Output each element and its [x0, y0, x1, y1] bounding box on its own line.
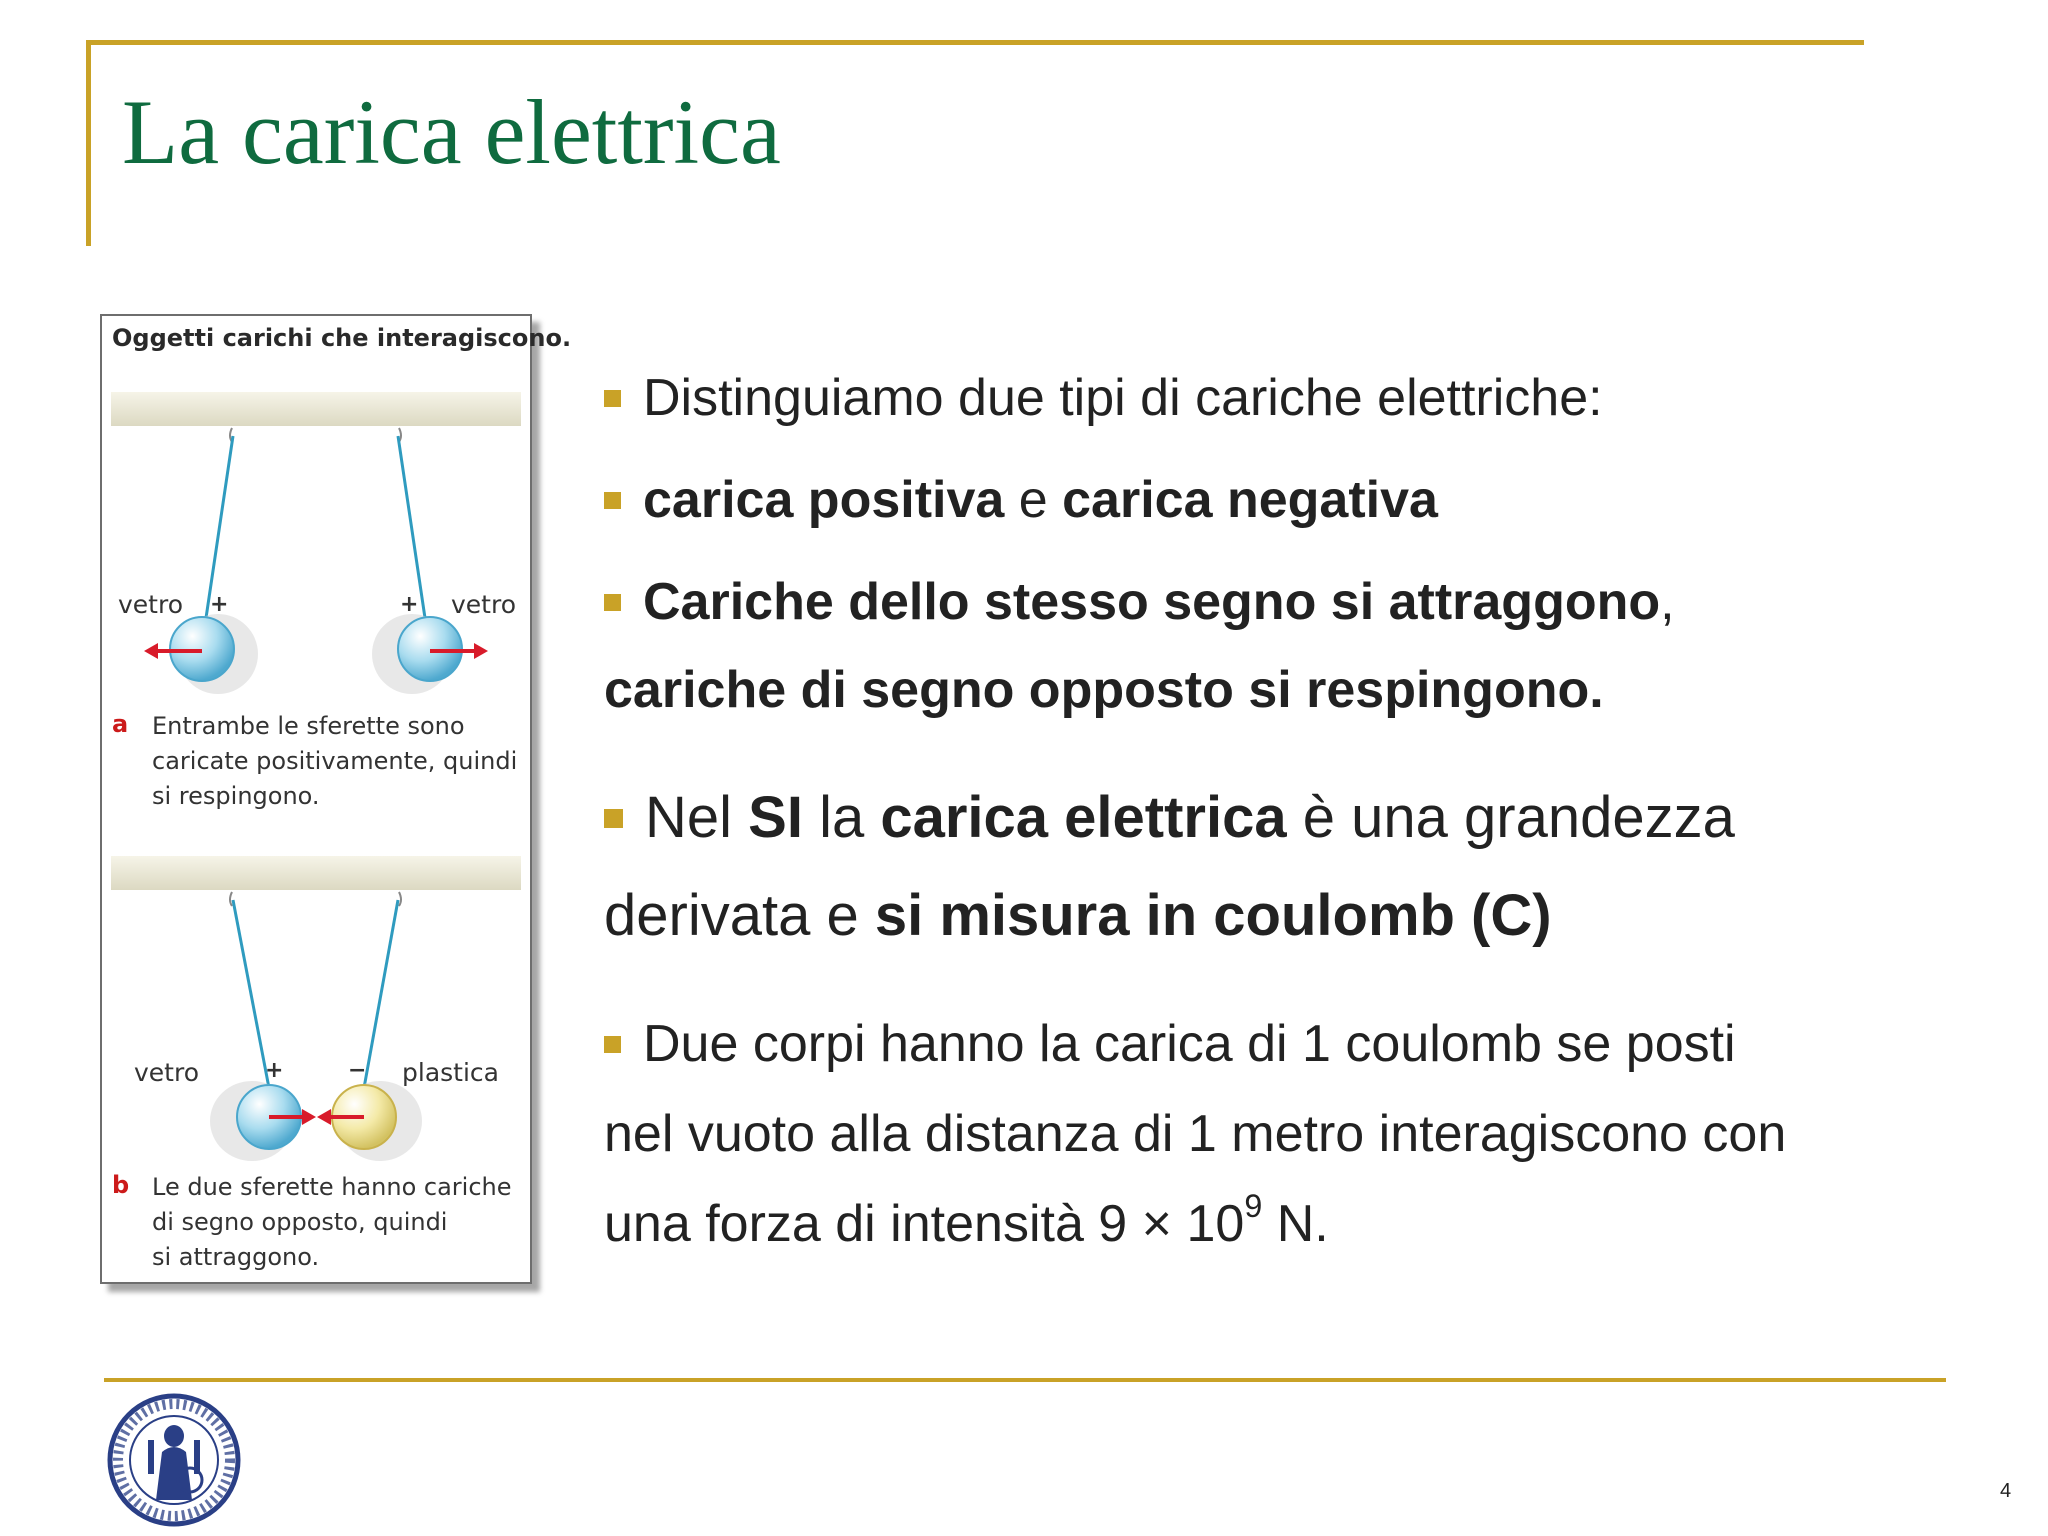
thread-a-right	[398, 436, 425, 618]
label-a-left: vetro	[118, 590, 184, 619]
bullet-2: carica positiva e carica negativa	[604, 470, 1438, 530]
caption-letter-b: b	[112, 1171, 130, 1199]
caption-b	[152, 1170, 511, 1275]
sign-a-right: +	[400, 592, 419, 617]
thread-b-right	[364, 900, 398, 1088]
bottom-rule	[104, 1378, 1946, 1382]
caption-a	[152, 709, 517, 814]
bullet-square-icon	[604, 809, 623, 828]
bullet-5-line-2: nel vuoto alla distanza di 1 metro interagiscono con	[604, 1105, 1787, 1163]
page-number: 4	[2000, 1480, 2012, 1502]
bullet-3-line-2: cariche di segno opposto si respingono.	[604, 661, 1604, 719]
charges-figure	[100, 314, 572, 1284]
caption-b-line: si attraggono.	[152, 1243, 320, 1271]
bullet-square-icon	[604, 594, 621, 611]
exponent: 9	[1244, 1187, 1263, 1224]
caption-letter-a: a	[112, 710, 129, 738]
label-b-left: vetro	[134, 1058, 200, 1087]
bullet-square-icon	[604, 492, 621, 509]
sign-a-left: +	[210, 592, 229, 617]
caption-b-line: di segno opposto, quindi	[152, 1208, 448, 1236]
bullet-5-line-3: una forza di intensità $9 \times 10^9$ N.	[604, 1187, 1329, 1253]
bullet-1: Distinguiamo due tipi di cariche elettriche:	[604, 368, 1603, 428]
bullet-4: Nel SI la carica elettrica è una grandezza	[604, 784, 1735, 851]
university-seal-logo	[104, 1390, 244, 1530]
bullet-3: Cariche dello stesso segno si attraggono,	[604, 572, 1675, 632]
bullet-square-icon	[604, 1036, 621, 1053]
support-bar-b	[111, 856, 521, 890]
caption-a-line: Entrambe le sferette sono	[152, 712, 465, 740]
top-rule	[86, 40, 1864, 45]
sign-b-right: −	[348, 1058, 367, 1083]
sign-b-left: +	[265, 1058, 284, 1083]
caption-a-line: si respingono.	[152, 782, 320, 810]
caption-a-line: caricate positivamente, quindi	[152, 747, 518, 775]
figure-title: Oggetti carichi che interagiscono.	[112, 324, 572, 352]
left-rule	[86, 40, 91, 246]
support-bar-a	[111, 392, 521, 426]
bullet-4-line-2: derivata e si misura in coulomb (C)	[604, 883, 1552, 948]
bullet-square-icon	[604, 390, 621, 407]
label-a-right: vetro	[451, 590, 517, 619]
thread-b-left	[233, 900, 269, 1088]
caption-b-line: Le due sferette hanno cariche	[152, 1173, 512, 1201]
bullet-5: Due corpi hanno la carica di 1 coulomb se posti	[604, 1014, 1736, 1074]
label-b-right: plastica	[402, 1058, 499, 1087]
thread-a-left	[206, 436, 233, 618]
slide-title: La carica elettrica	[122, 81, 781, 183]
